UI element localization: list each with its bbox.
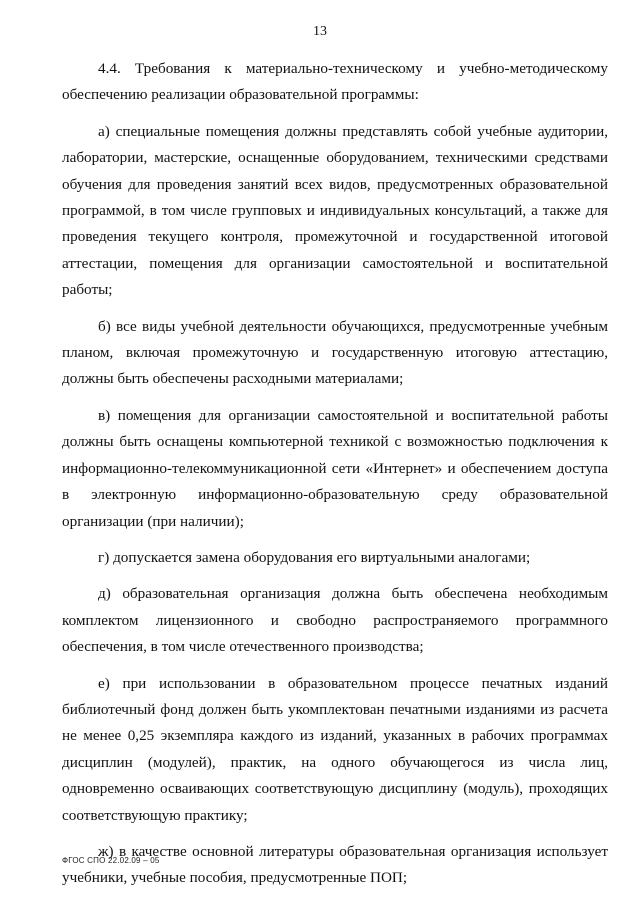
list-item-a: а) специальные помещения должны представлять собой учебные аудитории, лаборатории, мастерские, оснащенные оборудованием, техническими средствами обучения для проведения занятий всех видов, предусмотренных образовательной программой, в том числе групповых и индивидуальных консультаций, а также для проведения текущего контроля, промежуточной и государственной итоговой аттестации, помещения для организации самостоятельной и воспитательной работы;: [62, 122, 608, 299]
section-4-4: [62, 56, 608, 902]
list-item-b: б) все виды учебной деятельности обучающихся, предусмотренные учебным планом, включая промежуточную и государственную итоговую аттестацию, должны быть обеспечены расходными материалами;: [62, 317, 608, 388]
list-item-zh: ж) в качестве основной литературы образовательная организация использует учебники, учебные пособия, предусмотренные ПОП;: [62, 842, 608, 887]
section-heading: 4.4. Требования к материально-техническому и учебно-методическому обеспечению реализации образовательной программы:: [62, 60, 608, 104]
page-number: 13: [313, 24, 327, 39]
list-item-e: е) при использовании в образовательном процессе печатных изданий библиотечный фонд должен быть укомплектован печатными изданиями из расчета не менее 0,25 экземпляра каждого из изданий, указанных в рабочих программах дисциплин (модулей), практик, на одного обучающегося из числа лиц, одновременно осваивающих соответствующую дисциплину (модуль), проходящих соответствующую практику;: [62, 674, 608, 824]
list-item-g: г) допускается замена оборудования его виртуальными аналогами;: [98, 548, 531, 566]
list-item-d: д) образовательная организация должна быть обеспечена необходимым комплектом лицензионного и свободно распространяемого программного обеспечения, в том числе отечественного производства;: [62, 585, 608, 656]
list-item-v: в) помещения для организации самостоятельной и воспитательной работы должны быть оснащены компьютерной техникой с возможностью подключения к информационно-телекоммуникационной сети «Интернет» и обеспечением доступа в электронную информационно-образовательную среду образовательной организации (при наличии);: [62, 406, 608, 530]
document-footer-code: ФГОС СПО 22.02.09 – 05: [62, 856, 160, 865]
